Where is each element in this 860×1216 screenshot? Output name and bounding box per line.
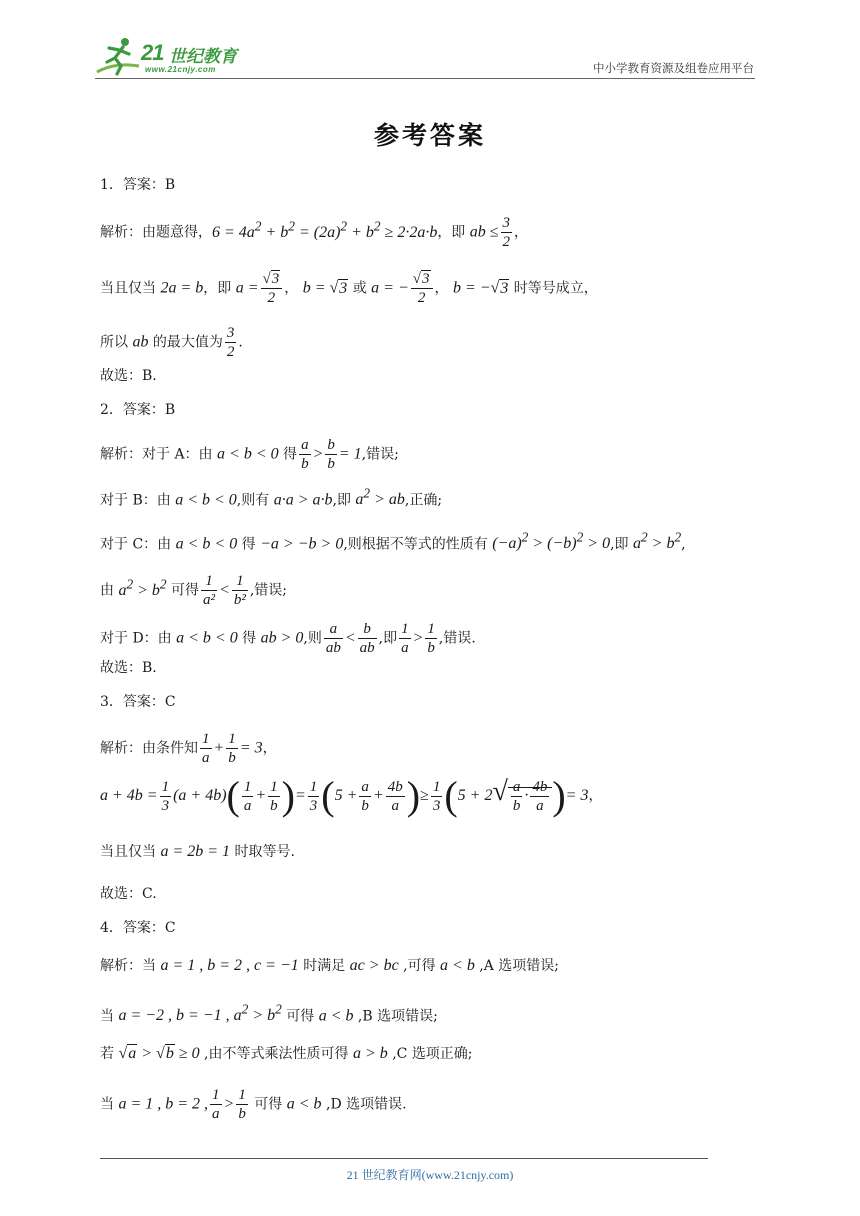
analysis-1-line-1: 解析：由题意得，$6 = 4a^2 + b^2 = (2a)^2 + b^2 \ge 2\cdot 2a\cdot b$，即 ab ≤ $\frac{3}{2}$ ，: [100, 215, 529, 250]
analysis-4-line-1: 解析：当 a = 1 , b = 2 , c = −1 时满足 ac > bc ,可得 a < b ,A 选项错误;: [100, 957, 560, 974]
header-divider: [95, 78, 755, 79]
footer-divider: [100, 1158, 708, 1159]
analysis-1-line-2: 当且仅当 2a = b，即 a = $\frac{√3}{2}$ ， b = √3 或 a = − $\frac{√3}{2}$ ， b = −√3 时等号成立，: [100, 271, 598, 306]
analysis-label: 解析：: [100, 224, 142, 241]
site-logo: [95, 36, 265, 78]
analysis-label: 解析：: [100, 446, 142, 463]
runner-logo-icon: [95, 36, 143, 78]
analysis-2-line-2: 对于 B：由 a < b < 0,则有 a·a > a·b,即 $a^2$ > ab,正确;: [100, 486, 443, 509]
platform-name: 中小学教育资源及组卷应用平台: [593, 61, 754, 75]
analysis-2-line-1: 解析：对于 A：由 a < b < 0 得 $\frac{a}{b}$ > $\frac{b}{b}$ = 1,错误;: [100, 437, 399, 472]
conclusion-1: 故选：B.: [100, 368, 157, 384]
footer-link[interactable]: 21 世纪教育网(www.21cnjy.com): [346, 1168, 514, 1182]
page-title: 参考答案: [373, 121, 486, 150]
analysis-4-line-2: 当 a = −2 , b = −1 , $a^2 > b^2$ 可得 a < b ,B 选项错误;: [100, 1002, 438, 1025]
analysis-3-line-3: 当且仅当 a = 2b = 1 时取等号.: [100, 843, 295, 860]
answer-4: 4．答案：C: [100, 920, 176, 936]
analysis-3-line-2: a + 4b = $\frac{1}{3}$ (a + 4b)( $\frac{1}{a}$ + $\frac{1}{b}$ )= $\frac{1}{3}$ (5 + $\frac{a}{b}$ + $\frac{4b}{a}$ )≥ $\frac{1}{3}$ (5 + 2√ $\frac{a}{b}$ · $\frac{4b}{a}$ )= 3，: [100, 773, 603, 818]
logo-brand: 世纪教育: [169, 47, 237, 67]
analysis-3-line-1: 解析：由条件知 $\frac{1}{a}$ + $\frac{1}{b}$ = 3，: [100, 731, 277, 766]
conclusion-3: 故选：C.: [100, 886, 157, 902]
analysis-label: 解析：: [100, 958, 142, 974]
logo-url: www.21cnjy.com: [145, 65, 216, 74]
analysis-2-line-5: 对于 D：由 a < b < 0 得 ab > 0,则 $\frac{a}{ab}$ < $\frac{b}{ab}$ ,即 $\frac{1}{a}$ > $\frac{1}{b}$ ,错误.: [100, 621, 476, 656]
analysis-4-line-3: 若 √a > √b ≥ 0 ,由不等式乘法性质可得 a > b ,C 选项正确;: [100, 1045, 473, 1062]
analysis-4-line-4: 当 a = 1 , b = 2 , $\frac{1}{a}$ > $\frac{1}{b}$ 可得 a < b ,D 选项错误.: [100, 1087, 407, 1122]
logo-number: 21: [141, 40, 164, 65]
analysis-1-line-3: 所以 ab 的最大值为 $\frac{3}{2}$ .: [100, 325, 243, 360]
analysis-label: 解析：: [100, 740, 142, 757]
analysis-2-line-4: 由 $a^2 > b^2$ 可得 $\frac{1}{\text{a²}}$ < $\frac{1}{\text{b²}}$ ,错误;: [100, 573, 288, 608]
analysis-2-line-3: 对于 C：由 a < b < 0 得 −a > −b > 0,则根据不等式的性质有 $(-a)^2 > (-b)^2 > 0$,即 $a^2 > b^2$,: [100, 530, 686, 553]
answer-1: 1．答案：B: [100, 177, 176, 193]
answer-3: 3．答案：C: [100, 694, 176, 710]
answer-2: 2．答案：B: [100, 402, 176, 418]
conclusion-2: 故选：B.: [100, 660, 157, 676]
